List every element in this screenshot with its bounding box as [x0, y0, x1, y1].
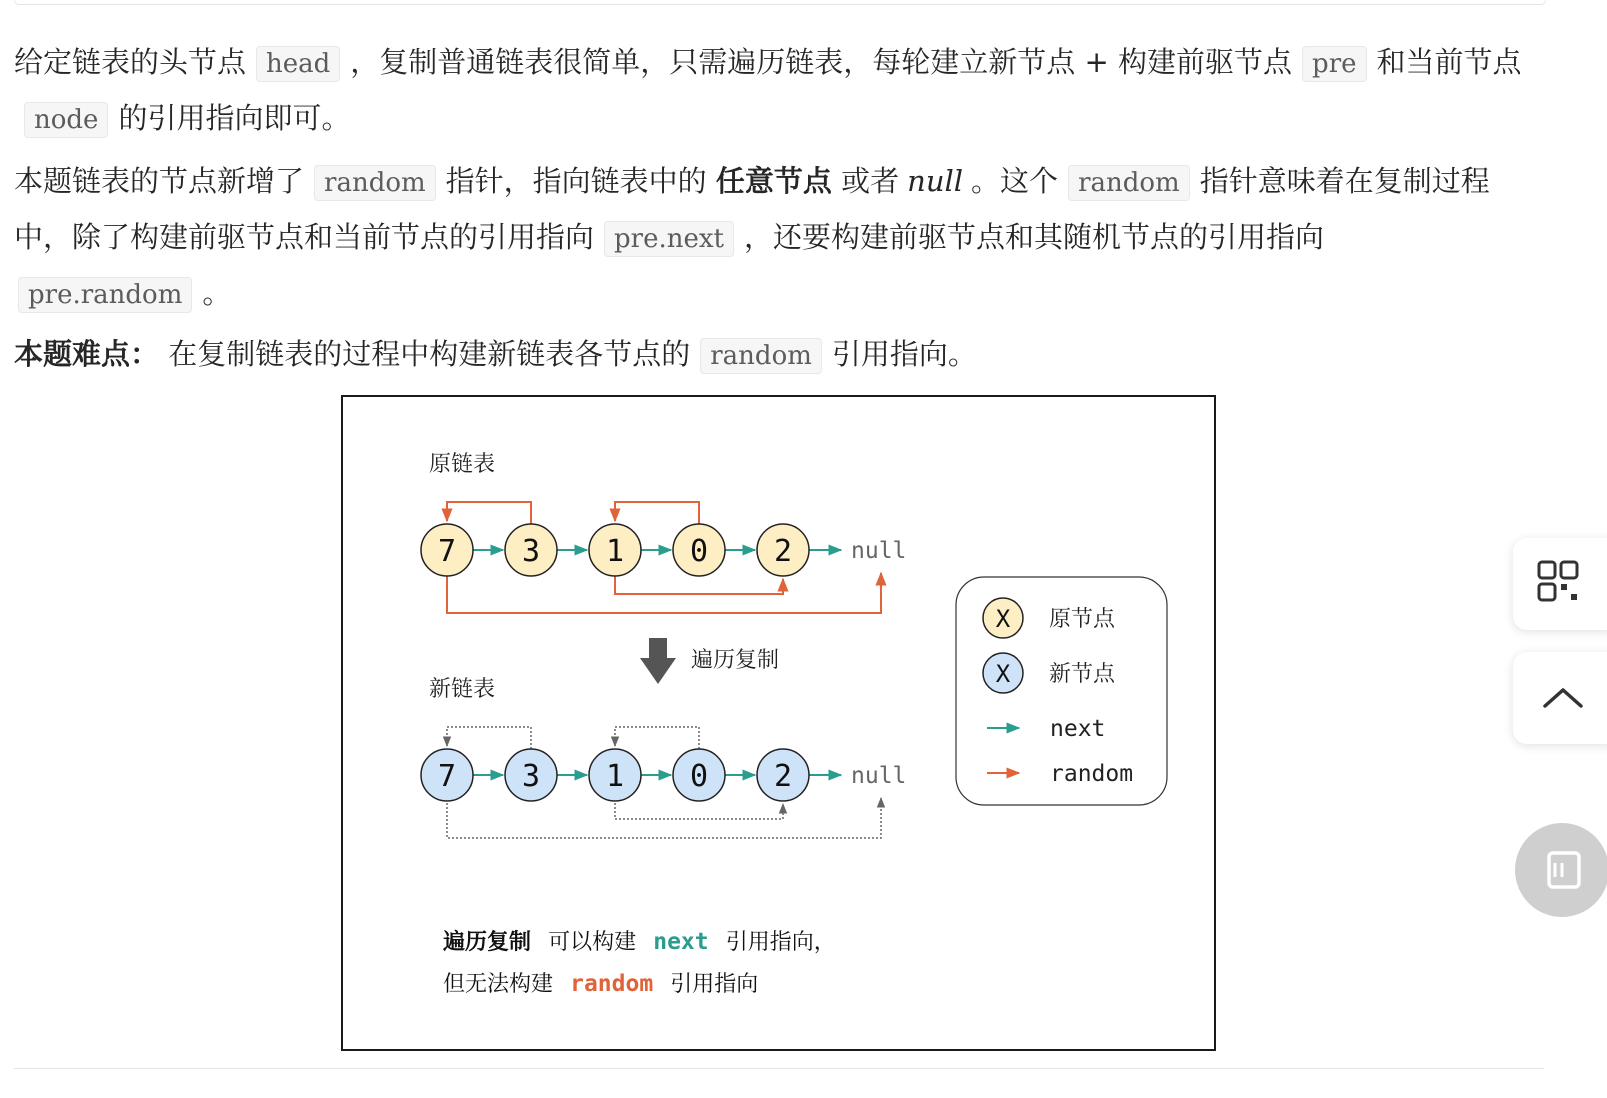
- new-node: [757, 749, 809, 801]
- new-list-label: 新链表: [429, 677, 496, 702]
- qr-code-icon: [1535, 558, 1595, 618]
- original-node: [421, 524, 473, 576]
- code-random: random: [1068, 165, 1190, 201]
- math-null: null: [907, 164, 964, 198]
- random-arrow: [447, 502, 531, 528]
- random-arrow: [615, 502, 699, 528]
- new-node: [421, 749, 473, 801]
- svg-text:3: 3: [521, 534, 541, 569]
- original-list-label: 原链表: [429, 452, 496, 477]
- caption-line-2: 但无法构建 random 引用指向: [443, 971, 759, 997]
- legend-symbol: X: [995, 605, 1011, 633]
- text: 指针意味着在复制过程中，除了构建前驱节点和当前节点的引用指向: [14, 164, 1490, 254]
- text: 。这个: [971, 164, 1059, 198]
- svg-text:2: 2: [773, 759, 793, 794]
- text: 和当前节点: [1376, 45, 1522, 79]
- paragraph-difficulty: [14, 327, 1546, 383]
- svg-text:0: 0: [689, 759, 709, 794]
- code-pre-random: pre.random: [18, 277, 192, 313]
- legend-next: next: [1050, 716, 1106, 742]
- svg-text:3: 3: [521, 759, 541, 794]
- text: 在复制链表的过程中构建新链表各节点的: [168, 337, 691, 371]
- bold-any-node: 任意节点: [715, 164, 832, 198]
- text: 本题链表的节点新增了: [14, 164, 305, 198]
- divider: [14, 1068, 1544, 1069]
- legend-original-node: 原节点: [1049, 607, 1116, 632]
- text: 给定链表的头节点: [14, 45, 247, 79]
- legend-new-node: 新节点: [1049, 662, 1116, 687]
- code-pre-next: pre.next: [604, 221, 734, 257]
- text: ，复制普通链表很简单，只需遍历链表，每轮建立新节点 + 构建前驱节点: [350, 45, 1293, 79]
- chevron-up-icon: [1539, 670, 1599, 730]
- original-node: [589, 524, 641, 576]
- traverse-label: 遍历复制: [691, 648, 780, 673]
- code-node: node: [24, 102, 108, 138]
- book-icon: [1545, 849, 1605, 909]
- text: 或者: [841, 164, 900, 198]
- svg-text:7: 7: [437, 759, 457, 794]
- bold-difficulty-label: 本题难点：: [14, 337, 160, 371]
- paragraph-intro: [14, 35, 1546, 147]
- new-node: [589, 749, 641, 801]
- text: 引用指向。: [831, 337, 977, 371]
- new-node: [673, 749, 725, 801]
- original-node: [757, 524, 809, 576]
- svg-text:1: 1: [605, 759, 625, 794]
- svg-text:7: 7: [437, 534, 457, 569]
- random-arrow: [615, 574, 783, 594]
- previous-block-edge: [14, 0, 1546, 5]
- missing-random-arrow: [447, 727, 531, 753]
- scroll-top-button[interactable]: [1513, 652, 1607, 744]
- text: 指针，指向链表中的: [445, 164, 707, 198]
- text: ，还要构建前驱节点和其随机节点的引用指向: [743, 220, 1324, 254]
- qr-code-button[interactable]: [1513, 538, 1607, 630]
- code-random: random: [700, 338, 822, 374]
- new-node: [505, 749, 557, 801]
- linked-list-figure: [341, 395, 1216, 1051]
- paragraph-random: [14, 154, 1546, 322]
- code-head: head: [256, 46, 340, 82]
- legend: [956, 577, 1167, 805]
- svg-text:2: 2: [773, 534, 793, 569]
- notebook-button[interactable]: [1515, 823, 1607, 917]
- text: 。: [202, 276, 232, 310]
- svg-text:1: 1: [605, 534, 625, 569]
- legend-random: random: [1050, 761, 1134, 787]
- code-random: random: [314, 165, 436, 201]
- original-node: [505, 524, 557, 576]
- figure-canvas: [343, 397, 1218, 1053]
- missing-random-arrow: [447, 798, 881, 838]
- legend-symbol: X: [995, 660, 1011, 688]
- text: 的引用指向即可。: [118, 101, 351, 135]
- svg-text:0: 0: [689, 534, 709, 569]
- null-label: null: [851, 763, 907, 789]
- code-pre: pre: [1302, 46, 1366, 82]
- null-label: null: [851, 538, 907, 564]
- missing-random-arrow: [615, 799, 783, 819]
- original-node: [673, 524, 725, 576]
- caption-line-1: 遍历复制 可以构建 next 引用指向，: [443, 929, 836, 955]
- down-arrow-icon: [640, 638, 676, 684]
- missing-random-arrow: [615, 727, 699, 753]
